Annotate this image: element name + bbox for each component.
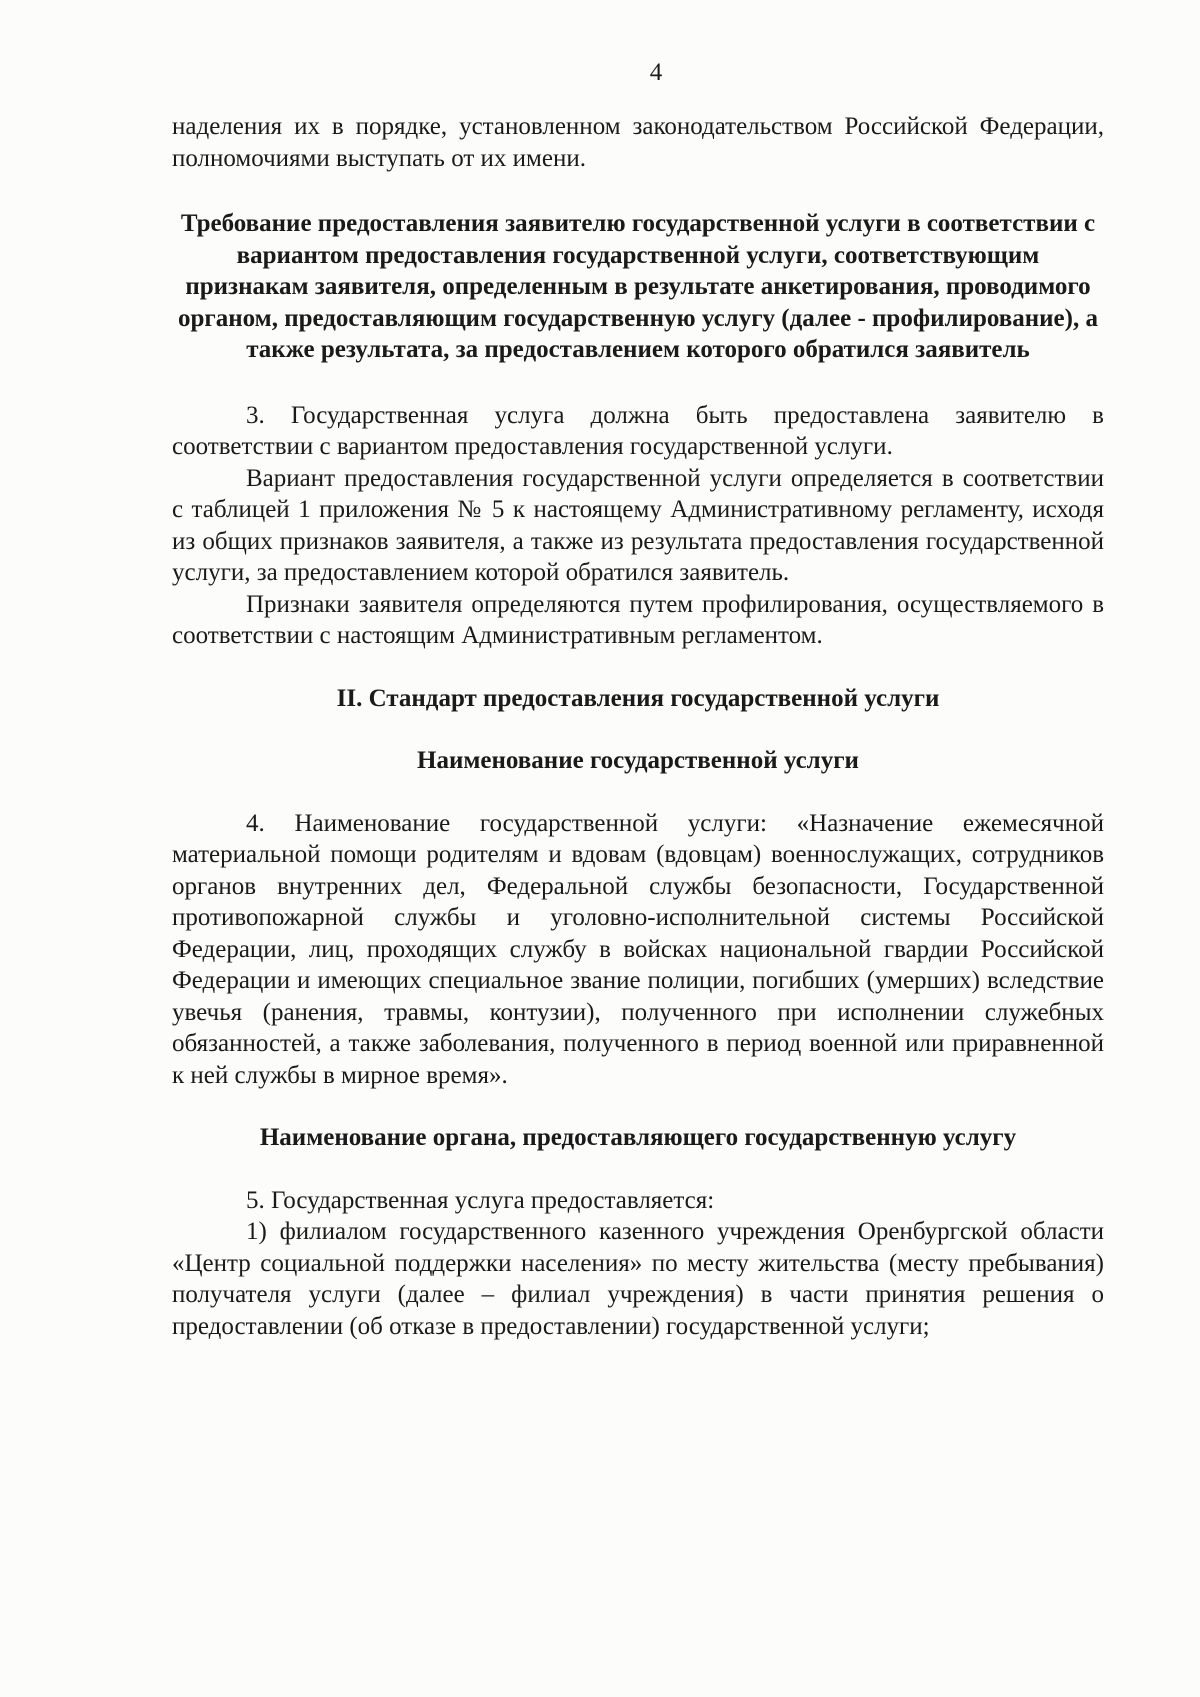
- paragraph-4: 4. Наименование государственной услуги: «Назначение ежемесячной материальной помощи родителям и вдовам (вдовцам) военнослужащих, сотрудников органов внутренних дел, Федеральной службы безопасности, Государственной противопожарной службы и уголовно-исполнительной системы Российской Федерации, лиц, проходящих службу в войсках национальной гвардии Российской Федерации и имеющих специальное звание полиции, погибших (умерших) вследствие увечья (ранения, травмы, контузии), полученного при исполнении служебных обязанностей, а также заболевания, полученного в период военной или приравненной к ней службы в мирное время».: [172, 809, 1104, 1089]
- paragraph-variant: Вариант предоставления государственной услуги определяется в соответствии с таблицей 1 приложения № 5 к настоящему Административному регламенту, исходя из общих признаков заявителя, а также из результата предоставления государственной услуги, за предоставлением которой обратился заявитель.: [172, 464, 1104, 586]
- requirement-heading: Требование предоставления заявителю государственной услуги в соответствии с вариантом предоставления государственной услуги, соответствующим признакам заявителя, определенным в результате анкетирования, проводимого органом, предоставляющим государственную услугу (далее - профилирование), а также результата, за предоставлением которого обратился заявитель: [178, 210, 1098, 363]
- paragraph-3: 3. Государственная услуга должна быть предоставлена заявителю в соответствии с вариантом предоставления государственной услуги.: [172, 401, 1104, 460]
- page-number: 4: [649, 59, 663, 86]
- provider-heading: Наименование органа, предоставляющего государственную услугу: [259, 1124, 1017, 1151]
- service-name-heading: Наименование государственной услуги: [417, 747, 859, 774]
- paragraph-signs: Признаки заявителя определяются путем профилирования, осуществляемого в соответствии с настоящим Административным регламентом.: [172, 590, 1104, 649]
- paragraph-5-1: 1) филиалом государственного казенного учреждения Оренбургской области «Центр социальной поддержки населения» по месту жительства (месту пребывания) получателя услуги (далее – филиал учреждения) в части принятия решения о предоставлении (об отказе в предоставлении) государственной услуги;: [172, 1218, 1104, 1340]
- chapter-heading: II. Стандарт предоставления государственной услуги: [336, 684, 940, 712]
- paragraph-5: 5. Государственная услуга предоставляется:: [246, 1186, 715, 1214]
- intro-paragraph: наделения их в порядке, установленном законодательством Российской Федерации, полномочиями выступать от их имени.: [172, 113, 1104, 172]
